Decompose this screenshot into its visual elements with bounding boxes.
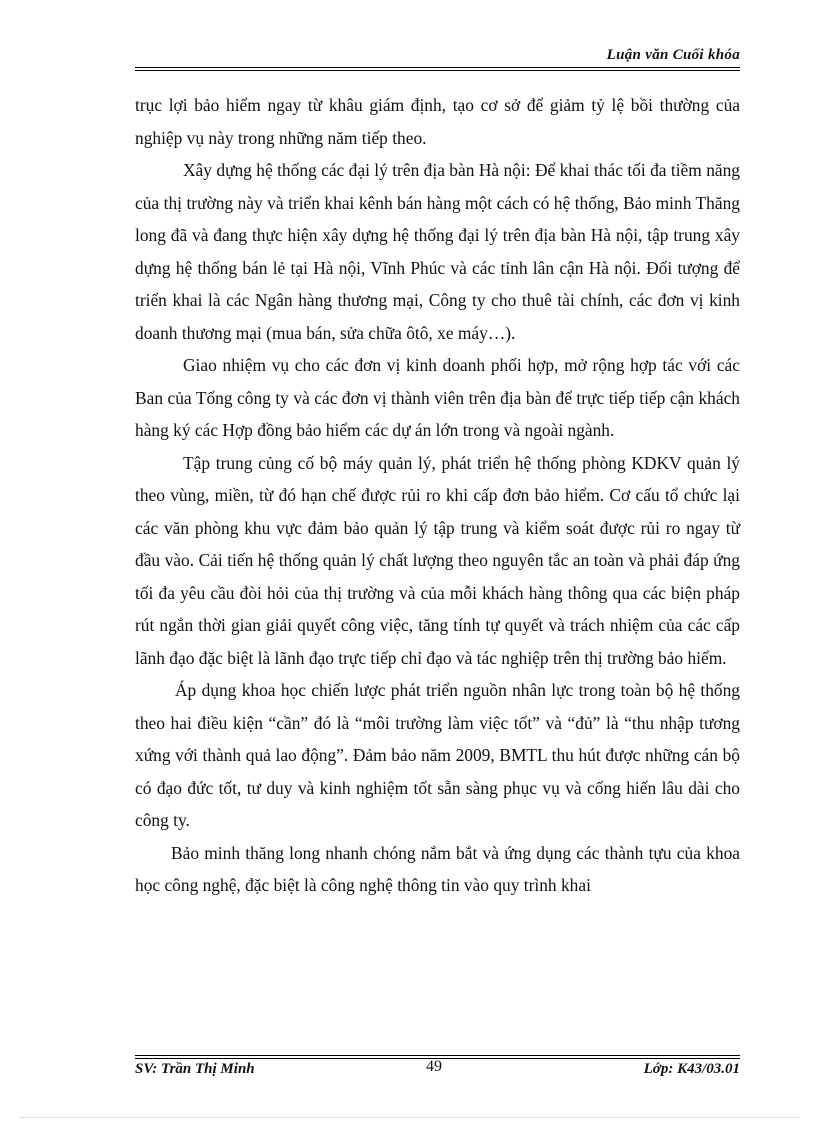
footer-author: SV: Trần Thị Minh — [135, 1061, 255, 1077]
document-body — [135, 89, 740, 902]
page-number: 49 — [426, 1058, 442, 1075]
paragraph-technology: Bảo minh thăng long nhanh chóng nắm bắt và ứng dụng các thành tựu của khoa học công nghệ, đặc biệt là công nghệ thông tin vào quy trình khai — [135, 842, 740, 895]
paragraph-cooperation: Giao nhiệm vụ cho các đơn vị kinh doanh phối hợp, mở rộng hợp tác với các Ban của Tổng công ty và các đơn vị thành viên trên địa bàn để trực tiếp tiếp cận khách hàng ký các Hợp đồng bảo hiểm các dự án lớn trong và ngoài ngành. — [135, 355, 740, 440]
header-rule — [135, 67, 740, 71]
paragraph-agents: Xây dựng hệ thống các đại lý trên địa bàn Hà nội: Để khai thác tối đa tiềm năng của thị trường này và triển khai kênh bán hàng một cách có hệ thống, Bảo minh Thăng long đã và đang thực hiện xây dựng hệ thống đại lý trên địa bàn Hà nội, tập trung xây dựng hệ thống bán lẻ tại Hà nội, Vĩnh Phúc và các tỉnh lân cận Hà nội. Đối tượng để triển khai là các Ngân hàng thương mại, Công ty cho thuê tài chính, các đơn vị kinh doanh thương mại (mua bán, sửa chữa ôtô, xe máy…). — [135, 160, 740, 343]
paragraph-management: Tập trung củng cố bộ máy quản lý, phát triển hệ thống phòng KDKV quản lý theo vùng, miền, từ đó hạn chế được rủi ro khi cấp đơn bảo hiểm. Cơ cấu tổ chức lại các văn phòng khu vực đảm bảo quản lý tập trung và kiểm soát được rủi ro ngay từ đầu vào. Cải tiến hệ thống quản lý chất lượng theo nguyên tắc an toàn và phải đáp ứng tối đa yêu cầu đòi hỏi của thị trường và của mỗi khách hàng thông qua các biện pháp rút ngắn thời gian giải quyết công việc, tăng tính tự quyết và trách nhiệm của các cấp lãnh đạo đặc biệt là lãnh đạo trực tiếp chỉ đạo và tác nghiệp trên thị trường bảo hiểm. — [135, 452, 740, 668]
paragraph-hr: Áp dụng khoa học chiến lược phát triển nguồn nhân lực trong toàn bộ hệ thống theo hai điều kiện “cần” đó là “môi trường làm việc tốt” và “đủ” là “thu nhập tương xứng với thành quả lao động”. Đảm bảo năm 2009, BMTL thu hút được những cán bộ có đạo đức tốt, tư duy và kinh nghiệm tốt sẵn sàng phục vụ và cống hiến lâu dài cho công ty. — [135, 680, 740, 830]
header-title: Luận văn Cuối khóa — [606, 47, 740, 63]
paragraph-continuation: trục lợi bảo hiểm ngay từ khâu giám định, tạo cơ sở để giảm tỷ lệ bồi thường của nghiệp vụ này trong những năm tiếp theo. — [135, 95, 740, 148]
page-edge-divider — [20, 1117, 800, 1118]
footer-class: Lớp: K43/03.01 — [643, 1061, 740, 1077]
